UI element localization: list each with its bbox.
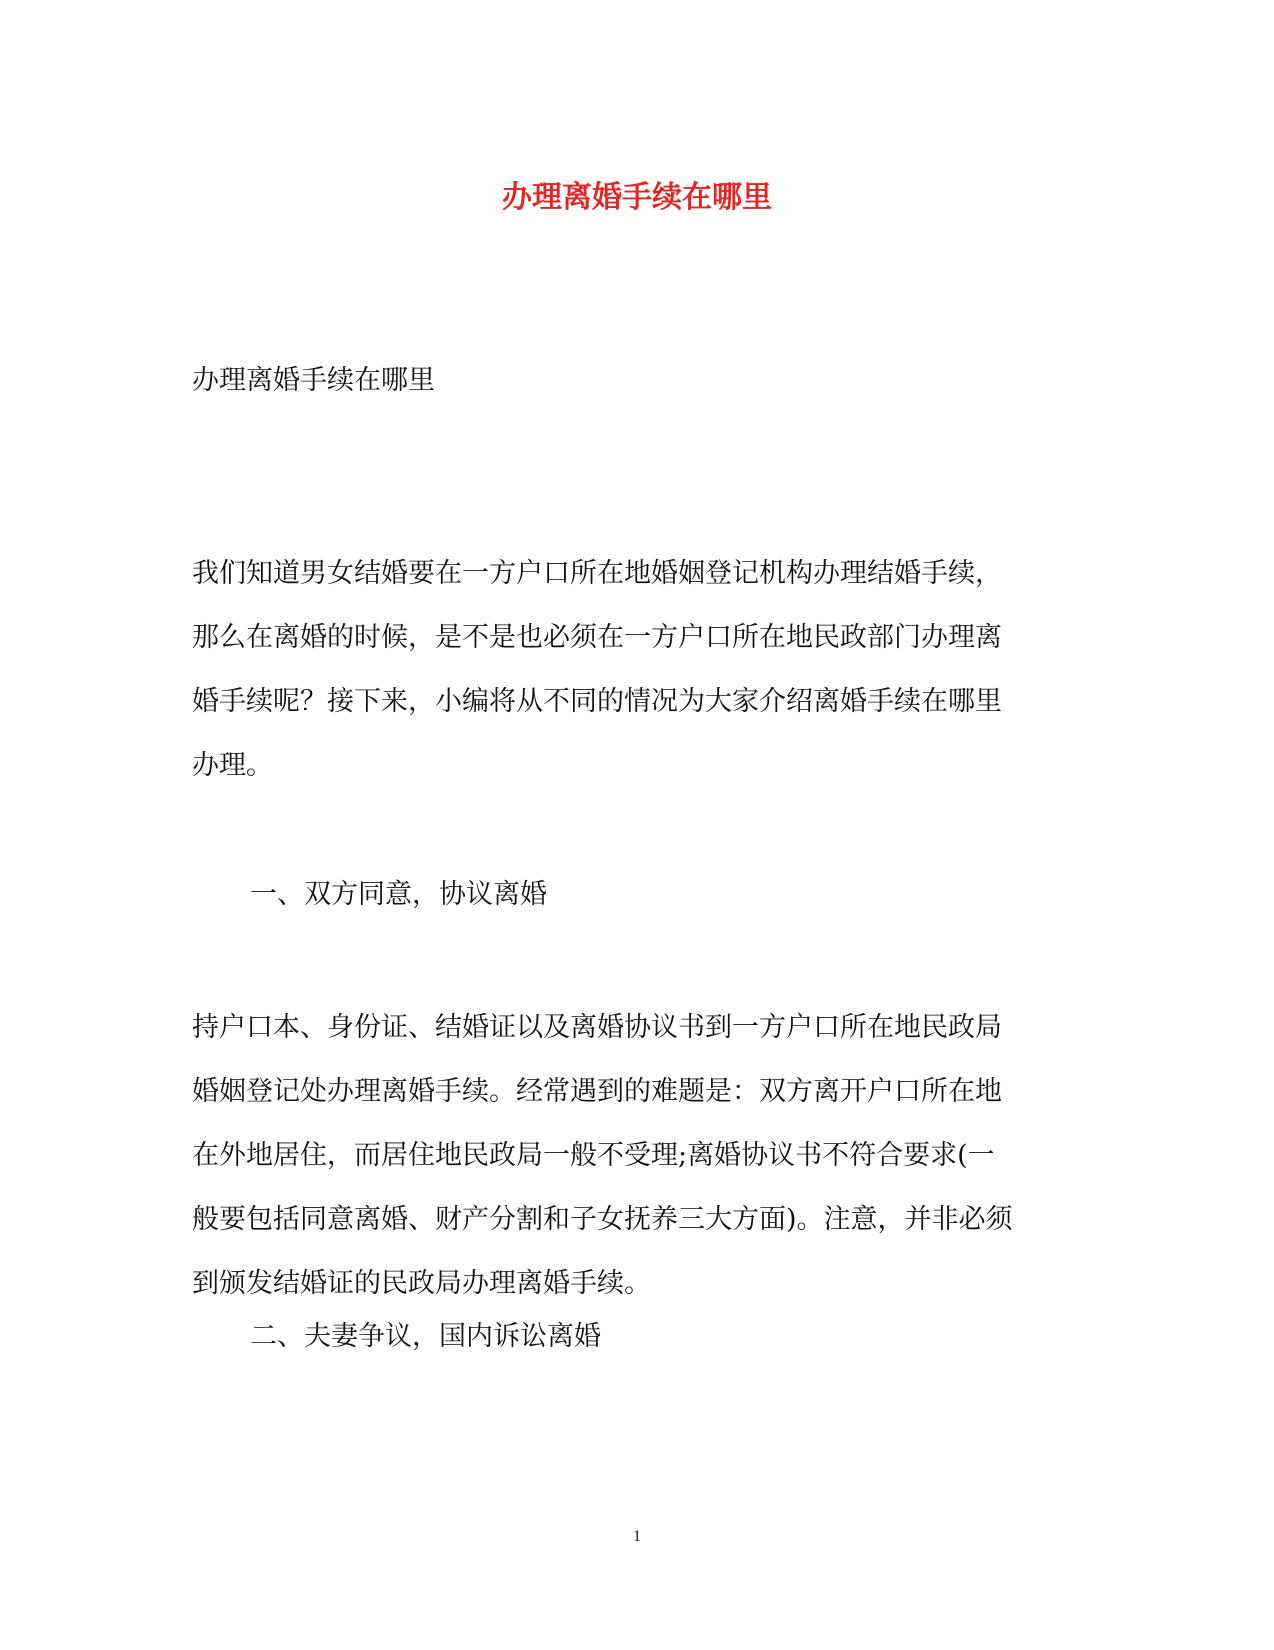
paragraph-line: 持户口本、身份证、结婚证以及离婚协议书到一方户口所在地民政局 <box>192 1012 1002 1043</box>
section-1-paragraph <box>192 996 1082 1316</box>
subtitle: 办理离婚手续在哪里 <box>192 365 435 396</box>
paragraph-line: 在外地居住，而居住地民政局一般不受理;离婚协议书不符合要求(一 <box>192 1140 995 1171</box>
paragraph-line: 到颁发结婚证的民政局办理离婚手续。 <box>192 1268 651 1299</box>
section-heading-1: 一、双方同意，协议离婚 <box>250 879 547 910</box>
paragraph-line: 我们知道男女结婚要在一方户口所在地婚姻登记机构办理结婚手续， <box>192 558 1002 589</box>
paragraph-line: 般要包括同意离婚、财产分割和子女抚养三大方面)。注意，并非必须 <box>192 1204 1013 1235</box>
intro-paragraph <box>192 542 1082 798</box>
paragraph-line: 办理。 <box>192 750 273 781</box>
paragraph-line: 婚手续呢？接下来，小编将从不同的情况为大家介绍离婚手续在哪里 <box>192 686 1002 717</box>
document-title: 办理离婚手续在哪里 <box>502 180 772 215</box>
page-number: 1 <box>633 1528 641 1545</box>
paragraph-line: 婚姻登记处办理离婚手续。经常遇到的难题是：双方离开户口所在地 <box>192 1076 1002 1107</box>
paragraph-line: 那么在离婚的时候，是不是也必须在一方户口所在地民政部门办理离 <box>192 622 1002 653</box>
section-heading-2: 二、夫妻争议，国内诉讼离婚 <box>250 1321 601 1352</box>
